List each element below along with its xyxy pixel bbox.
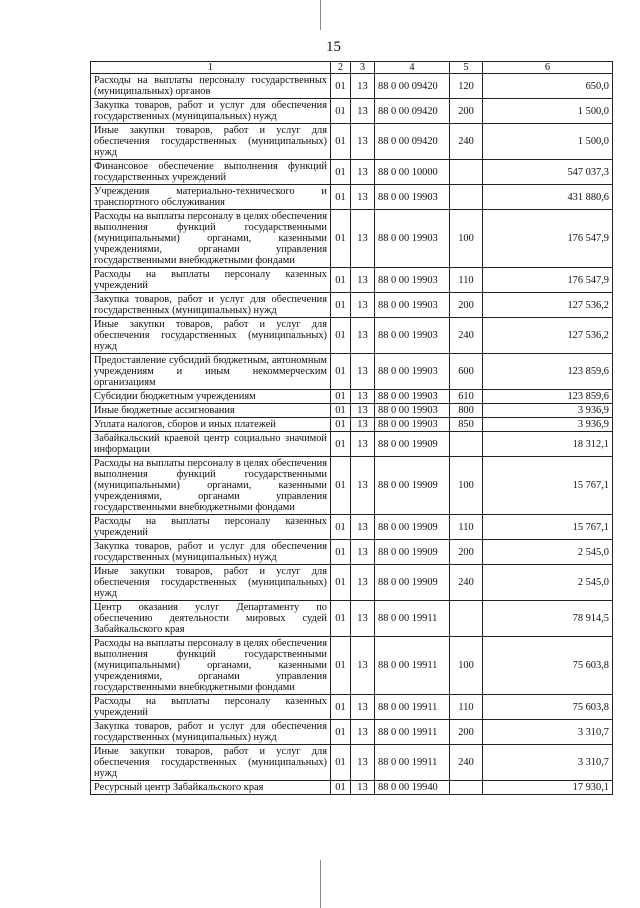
table-row	[91, 540, 613, 565]
expense-type-cell: 120	[450, 74, 483, 99]
row-name-cell: Финансовое обеспечение выполнения функций государственных учреждений	[91, 160, 331, 185]
header-col-6: 6	[483, 62, 613, 74]
subsection-code-cell: 13	[351, 745, 375, 781]
page-number: 15	[326, 39, 341, 55]
subsection-code-cell: 13	[351, 565, 375, 601]
subsection-code-cell: 13	[351, 432, 375, 457]
section-code-cell: 01	[331, 540, 351, 565]
section-code-cell: 01	[331, 457, 351, 515]
table-row	[91, 745, 613, 781]
expense-type-cell: 200	[450, 99, 483, 124]
amount-cell: 1 500,0	[483, 99, 613, 124]
header-col-3: 3	[351, 62, 375, 74]
expense-type-cell: 200	[450, 720, 483, 745]
amount-cell: 176 547,9	[483, 268, 613, 293]
target-article-cell: 88 0 00 09420	[375, 99, 450, 124]
amount-cell: 3 936,9	[483, 404, 613, 418]
row-name-cell: Уплата налогов, сборов и иных платежей	[91, 418, 331, 432]
table-row	[91, 210, 613, 268]
row-name-cell: Закупка товаров, работ и услуг для обеспечения государственных (муниципальных) нужд	[91, 99, 331, 124]
expense-type-cell: 200	[450, 293, 483, 318]
section-code-cell: 01	[331, 185, 351, 210]
subsection-code-cell: 13	[351, 418, 375, 432]
subsection-code-cell: 13	[351, 601, 375, 637]
expense-type-cell: 240	[450, 565, 483, 601]
table-row	[91, 318, 613, 354]
expense-type-cell: 110	[450, 515, 483, 540]
row-name-cell: Расходы на выплаты персоналу казенных учреждений	[91, 268, 331, 293]
expense-type-cell: 200	[450, 540, 483, 565]
subsection-code-cell: 13	[351, 99, 375, 124]
subsection-code-cell: 13	[351, 540, 375, 565]
section-code-cell: 01	[331, 99, 351, 124]
amount-cell: 123 859,6	[483, 390, 613, 404]
expense-type-cell: 100	[450, 637, 483, 695]
target-article-cell: 88 0 00 19903	[375, 418, 450, 432]
row-name-cell: Закупка товаров, работ и услуг для обеспечения государственных (муниципальных) нужд	[91, 720, 331, 745]
amount-cell: 15 767,1	[483, 515, 613, 540]
row-name-cell: Иные закупки товаров, работ и услуг для обеспечения государственных (муниципальных) нужд	[91, 745, 331, 781]
expense-type-cell: 600	[450, 354, 483, 390]
expense-type-cell: 610	[450, 390, 483, 404]
target-article-cell: 88 0 00 19911	[375, 695, 450, 720]
amount-cell: 75 603,8	[483, 695, 613, 720]
subsection-code-cell: 13	[351, 457, 375, 515]
target-article-cell: 88 0 00 19903	[375, 390, 450, 404]
table-header-row	[91, 62, 613, 74]
expense-type-cell: 110	[450, 268, 483, 293]
row-name-cell: Учреждения материально-технического и транспортного обслуживания	[91, 185, 331, 210]
row-name-cell: Центр оказания услуг Департаменту по обеспечению деятельности мировых судей Забайкальского края	[91, 601, 331, 637]
table-row	[91, 601, 613, 637]
amount-cell: 18 312,1	[483, 432, 613, 457]
amount-cell: 2 545,0	[483, 565, 613, 601]
section-code-cell: 01	[331, 565, 351, 601]
amount-cell: 1 500,0	[483, 124, 613, 160]
section-code-cell: 01	[331, 74, 351, 99]
section-code-cell: 01	[331, 515, 351, 540]
section-code-cell: 01	[331, 160, 351, 185]
row-name-cell: Расходы на выплаты персоналу в целях обеспечения выполнения функций государственными (муниципальными) органами, казенными учреждениями, органами управления государственными внебюджетными фондами	[91, 637, 331, 695]
table-row	[91, 637, 613, 695]
subsection-code-cell: 13	[351, 781, 375, 795]
target-article-cell: 88 0 00 19903	[375, 318, 450, 354]
expense-type-cell: 110	[450, 695, 483, 720]
row-name-cell: Расходы на выплаты персоналу казенных учреждений	[91, 695, 331, 720]
table-row	[91, 720, 613, 745]
header-col-2: 2	[331, 62, 351, 74]
target-article-cell: 88 0 00 19911	[375, 720, 450, 745]
amount-cell: 17 930,1	[483, 781, 613, 795]
subsection-code-cell: 13	[351, 160, 375, 185]
expense-type-cell: 800	[450, 404, 483, 418]
expense-type-cell	[450, 781, 483, 795]
section-code-cell: 01	[331, 601, 351, 637]
target-article-cell: 88 0 00 09420	[375, 74, 450, 99]
table-row	[91, 74, 613, 99]
target-article-cell: 88 0 00 19911	[375, 601, 450, 637]
row-name-cell: Расходы на выплаты персоналу казенных учреждений	[91, 515, 331, 540]
table-row	[91, 565, 613, 601]
target-article-cell: 88 0 00 10000	[375, 160, 450, 185]
subsection-code-cell: 13	[351, 404, 375, 418]
budget-table	[90, 61, 613, 795]
subsection-code-cell: 13	[351, 720, 375, 745]
section-code-cell: 01	[331, 637, 351, 695]
subsection-code-cell: 13	[351, 318, 375, 354]
amount-cell: 431 880,6	[483, 185, 613, 210]
target-article-cell: 88 0 00 19903	[375, 210, 450, 268]
row-name-cell: Иные закупки товаров, работ и услуг для обеспечения государственных (муниципальных) нужд	[91, 565, 331, 601]
section-code-cell: 01	[331, 210, 351, 268]
row-name-cell: Расходы на выплаты персоналу государственных (муниципальных) органов	[91, 74, 331, 99]
section-code-cell: 01	[331, 404, 351, 418]
subsection-code-cell: 13	[351, 124, 375, 160]
target-article-cell: 88 0 00 19903	[375, 268, 450, 293]
amount-cell: 2 545,0	[483, 540, 613, 565]
section-code-cell: 01	[331, 293, 351, 318]
amount-cell: 650,0	[483, 74, 613, 99]
table-row	[91, 268, 613, 293]
amount-cell: 3 310,7	[483, 745, 613, 781]
expense-type-cell	[450, 601, 483, 637]
subsection-code-cell: 13	[351, 354, 375, 390]
table-row	[91, 432, 613, 457]
table-row	[91, 185, 613, 210]
section-code-cell: 01	[331, 354, 351, 390]
amount-cell: 3 310,7	[483, 720, 613, 745]
row-name-cell: Иные бюджетные ассигнования	[91, 404, 331, 418]
target-article-cell: 88 0 00 19909	[375, 540, 450, 565]
section-code-cell: 01	[331, 720, 351, 745]
subsection-code-cell: 13	[351, 695, 375, 720]
section-code-cell: 01	[331, 418, 351, 432]
amount-cell: 176 547,9	[483, 210, 613, 268]
row-name-cell: Закупка товаров, работ и услуг для обеспечения государственных (муниципальных) нужд	[91, 540, 331, 565]
row-name-cell: Расходы на выплаты персоналу в целях обеспечения выполнения функций государственными (муниципальными) органами, казенными учреждениями, органами управления государственными внебюджетными фондами	[91, 210, 331, 268]
section-code-cell: 01	[331, 745, 351, 781]
expense-type-cell: 240	[450, 318, 483, 354]
section-code-cell: 01	[331, 781, 351, 795]
section-code-cell: 01	[331, 695, 351, 720]
target-article-cell: 88 0 00 19903	[375, 185, 450, 210]
target-article-cell: 88 0 00 19911	[375, 637, 450, 695]
section-code-cell: 01	[331, 318, 351, 354]
table-row	[91, 695, 613, 720]
target-article-cell: 88 0 00 19911	[375, 745, 450, 781]
amount-cell: 547 037,3	[483, 160, 613, 185]
expense-type-cell: 100	[450, 457, 483, 515]
row-name-cell: Предоставление субсидий бюджетным, автономным учреждениям и иным некоммерческим организациям	[91, 354, 331, 390]
subsection-code-cell: 13	[351, 185, 375, 210]
section-code-cell: 01	[331, 124, 351, 160]
target-article-cell: 88 0 00 19903	[375, 293, 450, 318]
expense-type-cell: 240	[450, 745, 483, 781]
target-article-cell: 88 0 00 19909	[375, 457, 450, 515]
amount-cell: 123 859,6	[483, 354, 613, 390]
table-row	[91, 404, 613, 418]
subsection-code-cell: 13	[351, 210, 375, 268]
section-code-cell: 01	[331, 432, 351, 457]
row-name-cell: Ресурсный центр Забайкальского края	[91, 781, 331, 795]
subsection-code-cell: 13	[351, 390, 375, 404]
header-col-4: 4	[375, 62, 450, 74]
subsection-code-cell: 13	[351, 74, 375, 99]
table-row	[91, 293, 613, 318]
subsection-code-cell: 13	[351, 293, 375, 318]
row-name-cell: Иные закупки товаров, работ и услуг для обеспечения государственных (муниципальных) нужд	[91, 124, 331, 160]
expense-type-cell: 100	[450, 210, 483, 268]
target-article-cell: 88 0 00 09420	[375, 124, 450, 160]
table-row	[91, 457, 613, 515]
amount-cell: 127 536,2	[483, 318, 613, 354]
amount-cell: 127 536,2	[483, 293, 613, 318]
row-name-cell: Иные закупки товаров, работ и услуг для обеспечения государственных (муниципальных) нужд	[91, 318, 331, 354]
scan-fold-line-bottom	[320, 860, 321, 908]
table-row	[91, 354, 613, 390]
table-row	[91, 390, 613, 404]
table-row	[91, 515, 613, 540]
table-body	[91, 74, 613, 795]
row-name-cell: Субсидии бюджетным учреждениям	[91, 390, 331, 404]
scan-fold-line-top	[320, 0, 321, 30]
expense-type-cell	[450, 185, 483, 210]
target-article-cell: 88 0 00 19909	[375, 515, 450, 540]
target-article-cell: 88 0 00 19909	[375, 565, 450, 601]
table-row	[91, 160, 613, 185]
row-name-cell: Расходы на выплаты персоналу в целях обеспечения выполнения функций государственными (муниципальными) органами, казенными учреждениями, органами управления государственными внебюджетными фондами	[91, 457, 331, 515]
amount-cell: 75 603,8	[483, 637, 613, 695]
amount-cell: 15 767,1	[483, 457, 613, 515]
table-row	[91, 418, 613, 432]
target-article-cell: 88 0 00 19903	[375, 404, 450, 418]
subsection-code-cell: 13	[351, 268, 375, 293]
target-article-cell: 88 0 00 19903	[375, 354, 450, 390]
expense-type-cell: 850	[450, 418, 483, 432]
section-code-cell: 01	[331, 390, 351, 404]
table-row	[91, 781, 613, 795]
section-code-cell: 01	[331, 268, 351, 293]
header-col-5: 5	[450, 62, 483, 74]
expense-type-cell	[450, 160, 483, 185]
header-col-1: 1	[91, 62, 331, 74]
target-article-cell: 88 0 00 19940	[375, 781, 450, 795]
amount-cell: 78 914,5	[483, 601, 613, 637]
target-article-cell: 88 0 00 19909	[375, 432, 450, 457]
subsection-code-cell: 13	[351, 637, 375, 695]
row-name-cell: Забайкальский краевой центр социально значимой информации	[91, 432, 331, 457]
expense-type-cell	[450, 432, 483, 457]
amount-cell: 3 936,9	[483, 418, 613, 432]
table-row	[91, 124, 613, 160]
row-name-cell: Закупка товаров, работ и услуг для обеспечения государственных (муниципальных) нужд	[91, 293, 331, 318]
expense-type-cell: 240	[450, 124, 483, 160]
table-row	[91, 99, 613, 124]
subsection-code-cell: 13	[351, 515, 375, 540]
